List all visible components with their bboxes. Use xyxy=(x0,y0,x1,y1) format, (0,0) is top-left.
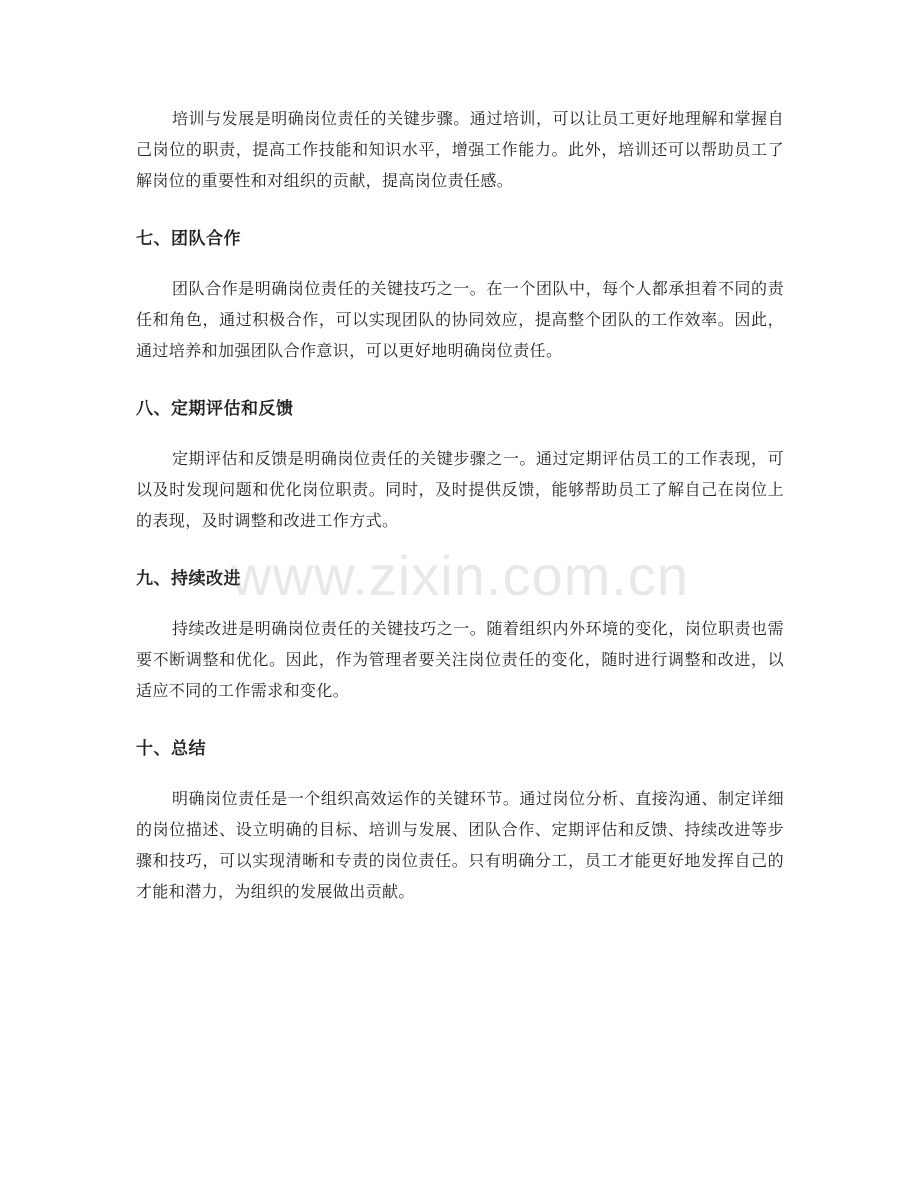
section-body-evaluation: 定期评估和反馈是明确岗位责任的关键步骤之一。通过定期评估员工的工作表现，可以及时发现问题和优化岗位职责。同时，及时提供反馈，能够帮助员工了解自己在岗位上的表现，及时调整和改进工作方式。 xyxy=(136,449,784,530)
section-body-teamwork: 团队合作是明确岗位责任的关键技巧之一。在一个团队中，每个人都承担着不同的责任和角色，通过积极合作，可以实现团队的协同效应，提高整个团队的工作效率。因此，通过培养和加强团队合作意识，可以更好地明确岗位责任。 xyxy=(136,279,784,360)
section-heading-evaluation: 八、定期评估和反馈 xyxy=(136,399,294,419)
document-body xyxy=(136,103,784,907)
section-body-improvement: 持续改进是明确岗位责任的关键技巧之一。随着组织内外环境的变化，岗位职责也需要不断调整和优化。因此，作为管理者要关注岗位责任的变化，随时进行调整和改进，以适应不同的工作需求和变化。 xyxy=(136,619,784,700)
section-heading-teamwork: 七、团队合作 xyxy=(136,229,241,249)
watermark-text: www.zixin.com.cn xyxy=(231,544,689,607)
intro-paragraph: 培训与发展是明确岗位责任的关键步骤。通过培训，可以让员工更好地理解和掌握自己岗位的职责，提高工作技能和知识水平，增强工作能力。此外，培训还可以帮助员工了解岗位的重要性和对组织的贡献，提高岗位责任感。 xyxy=(136,109,784,190)
section-heading-summary: 十、总结 xyxy=(136,739,206,759)
section-body-summary: 明确岗位责任是一个组织高效运作的关键环节。通过岗位分析、直接沟通、制定详细的岗位描述、设立明确的目标、培训与发展、团队合作、定期评估和反馈、持续改进等步骤和技巧，可以实现清晰和专责的岗位责任。只有明确分工，员工才能更好地发挥自己的才能和潜力，为组织的发展做出贡献。 xyxy=(136,789,784,901)
section-heading-improvement: 九、持续改进 xyxy=(136,569,241,589)
